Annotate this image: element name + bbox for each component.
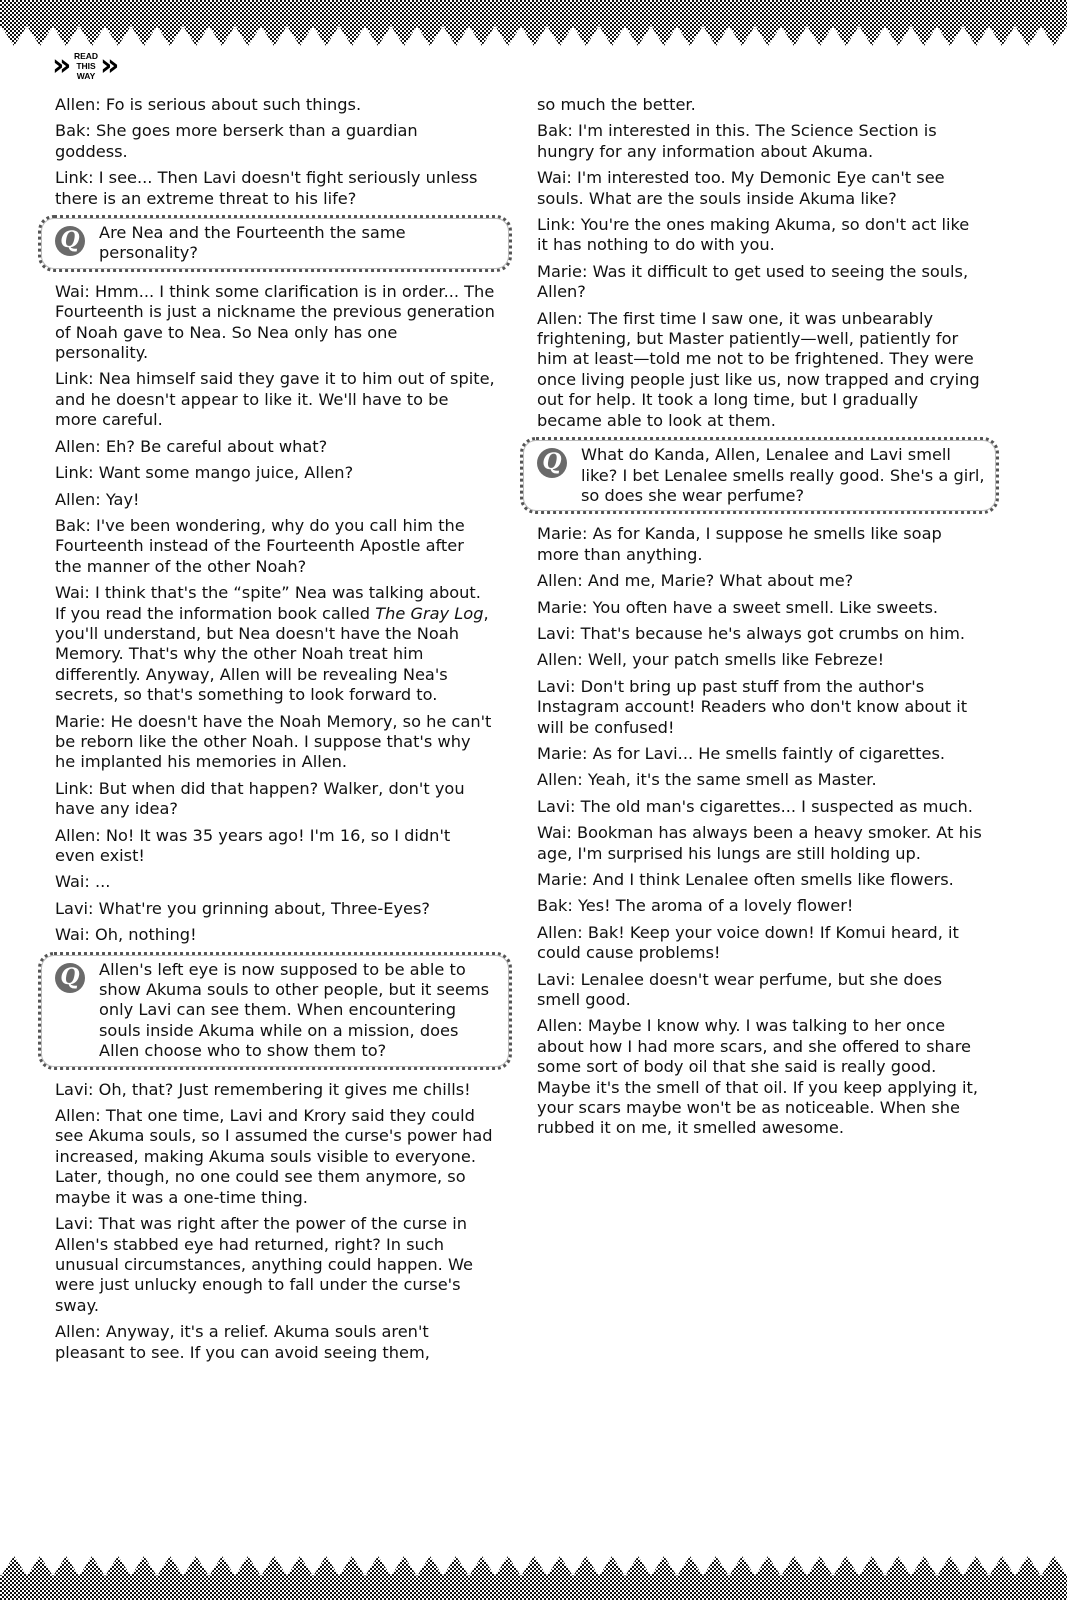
question-text: Are Nea and the Fourteenth the same personality?	[99, 223, 406, 263]
decorative-top-border	[0, 0, 1067, 50]
dialogue-paragraph: Lavi: Oh, that? Just remembering it gives me chills!	[55, 1079, 471, 1099]
dialogue-paragraph: Allen: No! It was 35 years ago! I'm 16, so I didn't even exist!	[55, 825, 451, 865]
dialogue-paragraph	[55, 583, 495, 705]
dialogue-paragraph: Wai: Hmm... I think some clarification is in order... The Fourteenth is just a nickname the previous generation of Noah gave to Nea. So Nea only has one personality.	[55, 281, 495, 363]
dialogue-paragraph: Wai: I'm interested too. My Demonic Eye can't see souls. What are the souls inside Akuma like?	[537, 168, 945, 208]
dialogue-paragraph: Allen: Maybe I know why. I was talking to her once about how I had more scars, and she offered to share some sort of body oil that she said is really good. Maybe it's the smell of that oil. If you keep applying it, your scars maybe won't be as noticeable. When she rubbed it on me, it smelled awesome.	[537, 1016, 979, 1138]
dialogue-paragraph: Marie: As for Lavi... He smells faintly of cigarettes.	[537, 743, 946, 763]
dialogue-paragraph: Marie: You often have a sweet smell. Like sweets.	[537, 597, 939, 617]
dialogue-paragraph: Allen: Yay!	[55, 489, 140, 509]
left-text-column	[55, 95, 495, 1369]
dialogue-paragraph: Marie: He doesn't have the Noah Memory, so he can't be reborn like the other Noah. I suppose that's why he implanted his memories in Allen.	[55, 711, 492, 772]
dialogue-paragraph: Wai: Bookman has always been a heavy smoker. At his age, I'm surprised his lungs are still holding up.	[537, 823, 982, 863]
right-text-column	[537, 95, 985, 1145]
dialogue-paragraph: Allen: Anyway, it's a relief. Akuma souls aren't pleasant to see. If you can avoid seeing them,	[55, 1322, 430, 1362]
dialogue-paragraph: Wai: Oh, nothing!	[55, 925, 197, 945]
dialogue-paragraph: Allen: That one time, Lavi and Krory said they could see Akuma souls, so I assumed the curse's power had increased, making Akuma souls visible to everyone. Later, though, no one could see them anymore, so maybe it was a one-time thing.	[55, 1106, 493, 1207]
dialogue-paragraph: Allen: Well, your patch smells like Febreze!	[537, 650, 885, 670]
dialogue-paragraph: Allen: The first time I saw one, it was unbearably frightening, but Master patiently—well, patiently for him at least—told me not to be frightened. They were once living people just like us, now trapped and crying out for help. It took a long time, but I gradually became able to look at them.	[537, 308, 980, 430]
dialogue-paragraph: Link: You're the ones making Akuma, so don't act like it has nothing to do with you.	[537, 215, 970, 255]
dialogue-paragraph: Bak: I've been wondering, why do you call him the Fourteenth instead of the Fourteenth Apostle after the manner of the other Noah?	[55, 515, 465, 576]
double-chevron-right-icon: »	[52, 48, 72, 83]
dialogue-paragraph: Allen: Bak! Keep your voice down! If Komui heard, it could cause problems!	[537, 922, 959, 963]
dialogue-paragraph: Bak: I'm interested in this. The Science Section is hungry for any information about Akuma.	[537, 121, 937, 161]
dialogue-text: , you'll understand, but Nea doesn't have the Noah Memory. That's why the other Noah treat him differently. Anyway, Allen will be revealing Nea's secrets, so that's something to look forward to.	[55, 603, 489, 705]
dialogue-paragraph: Marie: And I think Lenalee often smells like flowers.	[537, 870, 954, 889]
dialogue-paragraph: Link: But when did that happen? Walker, don't you have any idea?	[55, 778, 465, 819]
dialogue-paragraph: Allen: Yeah, it's the same smell as Master.	[537, 770, 877, 790]
dialogue-text: Wai: I think that's the “spite” Nea was talking about. If you read the information book called	[55, 583, 481, 623]
dialogue-paragraph: Allen: Eh? Be careful about what?	[55, 436, 328, 456]
dialogue-paragraph: Lavi: The old man's cigarettes... I suspected as much.	[537, 796, 973, 816]
question-text: Allen's left eye is now supposed to be able to show Akuma souls to other people, but it seems only Lavi can see them. When encountering souls inside Akuma while on a mission, does Allen choose who to show them to?	[99, 959, 490, 1061]
decorative-bottom-border	[0, 1554, 1067, 1600]
dialogue-paragraph: Allen: And me, Marie? What about me?	[537, 571, 854, 591]
double-chevron-right-icon: »	[100, 48, 120, 83]
dialogue-paragraph: Lavi: What're you grinning about, Three-Eyes?	[55, 898, 431, 918]
question-q-icon: Q	[55, 226, 85, 256]
dialogue-paragraph: Wai: ...	[55, 872, 111, 892]
dialogue-paragraph: Marie: Was it difficult to get used to seeing the souls, Allen?	[537, 261, 969, 302]
dialogue-paragraph: Link: I see... Then Lavi doesn't fight seriously unless there is an extreme threat to his life?	[55, 168, 478, 208]
dialogue-paragraph: Lavi: That was right after the power of the curse in Allen's stabbed eye had returned, right? In such unusual circumstances, anything could happen. We were just unlucky enough to fall under the curse's sway.	[55, 1214, 473, 1315]
question-q-icon: Q	[55, 963, 85, 993]
question-box	[38, 215, 512, 272]
book-title: The Gray Log	[375, 603, 484, 623]
dialogue-paragraph: Bak: Yes! The aroma of a lovely flower!	[537, 896, 854, 916]
dialogue-paragraph: Lavi: That's because he's always got crumbs on him.	[537, 623, 965, 643]
read-this-way-marker	[52, 48, 124, 84]
dialogue-paragraph: Link: Nea himself said they gave it to him out of spite, and he doesn't appear to like it. We'll have to be more careful.	[55, 369, 495, 430]
dialogue-paragraph: Lavi: Don't bring up past stuff from the author's Instagram account! Readers who don't know about it will be confused!	[537, 676, 968, 737]
dialogue-paragraph: Allen: Fo is serious about such things.	[55, 95, 362, 114]
question-q-icon: Q	[537, 448, 567, 478]
question-text: What do Kanda, Allen, Lenalee and Lavi smell like? I bet Lenalee smells really good. She's a girl, so does she wear perfume?	[581, 445, 985, 505]
question-box	[38, 952, 512, 1070]
dialogue-paragraph: Link: Want some mango juice, Allen?	[55, 463, 354, 483]
dialogue-paragraph: Marie: As for Kanda, I suppose he smells like soap more than anything.	[537, 524, 942, 564]
dialogue-paragraph: Lavi: Lenalee doesn't wear perfume, but she does smell good.	[537, 969, 943, 1010]
read-this-way-label: READ THIS WAY	[73, 51, 99, 81]
question-box	[520, 437, 999, 514]
dialogue-paragraph: Bak: She goes more berserk than a guardian goddess.	[55, 121, 418, 161]
dialogue-paragraph: so much the better.	[537, 95, 696, 114]
